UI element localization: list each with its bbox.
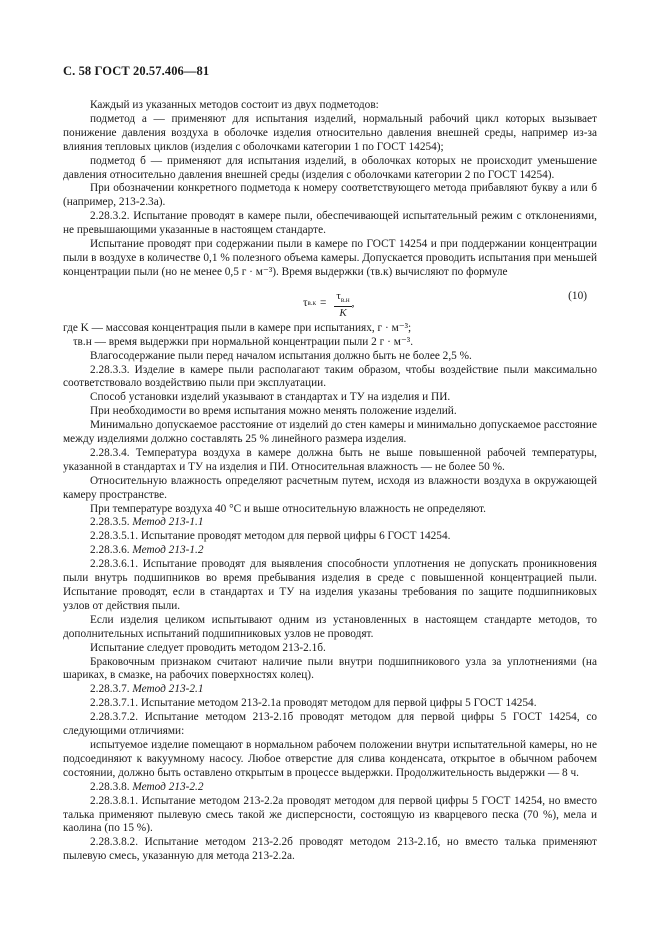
paragraph: Испытание следует проводить методом 213-2.1б. xyxy=(90,641,326,654)
method-title: Метод 213-2.2 xyxy=(132,780,204,793)
paragraph: Способ установки изделий указывают в стандартах и ТУ на изделия и ПИ. xyxy=(90,391,451,404)
document-body xyxy=(63,99,597,864)
paragraph: 2.28.3.5.1. Испытание проводят методом для первой цифры 6 ГОСТ 14254. xyxy=(90,530,451,543)
paragraph: Каждый из указанных методов состоит из двух подметодов: xyxy=(90,99,379,111)
method-title: Метод 213-1.1 xyxy=(132,516,204,529)
formula-eq-sign: = xyxy=(320,297,327,310)
paragraph: 2.28.3.8.2. Испытание методом 213-2.2б проводят методом 213-2.1б, но вместо талька применяют пылевую смесь, указанную для метода 213-2.2а. xyxy=(63,836,597,863)
paragraph: 2.28.3.2. Испытание проводят в камере пыли, обеспечивающей испытательный режим с отклонениями, не превышающими указанные в настоящем стандарте. xyxy=(63,210,597,237)
formula-lhs: τ xyxy=(303,297,308,310)
paragraph: 2.28.3.7. Метод 213-2.1 xyxy=(90,683,204,696)
formula-expression xyxy=(303,290,354,319)
paragraph: 2.28.3.8.1. Испытание методом 213-2.2а проводят методом для первой цифры 5 ГОСТ 14254, но вместо талька применяют пылевую смесь такой же дисперсности, состоящую из кварцевого песка (70 %), мела и каолина (по 15 %). xyxy=(63,794,597,835)
formula-tail: , xyxy=(351,297,355,310)
paragraph: 2.28.3.7.2. Испытание методом 213-2.1б проводят методом для первой цифры 5 ГОСТ 14254, со следующими отличиями: xyxy=(63,711,597,738)
formula-lhs-sub: в.к xyxy=(307,299,317,308)
paragraph: 2.28.3.6. Метод 213-1.2 xyxy=(90,544,204,557)
method-title: Метод 213-1.2 xyxy=(132,544,204,557)
paragraph: Влагосодержание пыли перед началом испытания должно быть не более 2,5 %. xyxy=(90,349,472,362)
paragraph: Относительную влажность определяют расчетным путем, исходя из влажности воздуха в окружающей камеру пространстве. xyxy=(63,474,597,501)
paragraph: 2.28.3.4. Температура воздуха в камере должна быть не выше повышенной рабочей температуры, указанной в стандартах и ТУ на изделия и ПИ. Относительная влажность — не более 50 %. xyxy=(63,446,597,473)
paragraph: Если изделия целиком испытывают одним из установленных в настоящем стандарте методов, то дополнительных испытаний подшипниковых узлов не проводят. xyxy=(63,613,597,640)
paragraph: подметод а — применяют для испытания изделий, нормальный рабочий цикл которых вызывает понижение давления воздуха в оболочке изделия относительно давления внешней среды, например из-за влияния тепловых циклов (изделия с оболочками категории 1 по ГОСТ 14254); xyxy=(63,112,597,153)
page-header: С. 58 ГОСТ 20.57.406—81 xyxy=(63,64,210,78)
paragraph: 2.28.3.8. Метод 213-2.2 xyxy=(90,780,204,793)
paragraph: При температуре воздуха 40 °С и выше относительную влажность не определяют. xyxy=(90,502,486,515)
paragraph: 2.28.3.6.1. Испытание проводят для выявления способности уплотнения не допускать проникновения пыли внутрь подшипников во время пребывания изделия в среде с повышенной концентрацией пыли. Испытание проводят, если в стандартах и ТУ на изделия указаны требования по защите подшипниковых узлов от действия пыли. xyxy=(63,558,597,612)
paragraph: 2.28.3.3. Изделие в камере пыли располагают таким образом, чтобы воздействие пыли максимально соответствовало воздействию пыли при эксплуатации. xyxy=(63,363,597,390)
paragraph: Испытание проводят при содержании пыли в камере по ГОСТ 14254 и при поддержании концентрации пыли в воздухе в количестве 0,1 % полезного объема камеры. Допускается проводить испытания при меньшей концентрации пыли (но не менее 0,5 г · м⁻³). Время выдержки (τв.к) вычисляют по формуле xyxy=(63,238,597,278)
formula-10 xyxy=(63,284,597,320)
formula-denominator: K xyxy=(339,306,347,319)
paragraph: При обозначении конкретного подметода к номеру соответствующего метода прибавляют букву а или б (например, 213-2.3а). xyxy=(63,182,597,209)
paragraph: 2.28.3.5. Метод 213-1.1 xyxy=(90,516,204,529)
paragraph: Минимально допускаемое расстояние от изделий до стен камеры и минимально допускаемое расстояние между изделиями должно составлять 25 % линейного размера изделия. xyxy=(63,419,597,446)
paragraph: подметод б — применяют для испытания изделий, в оболочках которых не происходит уменьшение давления относительно давления внешней среды (изделия с оболочками категории 2 по ГОСТ 14254). xyxy=(63,154,597,181)
paragraph: При необходимости во время испытания можно менять положение изделий. xyxy=(90,405,457,418)
paragraph: 2.28.3.7.1. Испытание методом 213-2.1а проводят методом для первой цифры 5 ГОСТ 14254. xyxy=(90,697,537,710)
definition-item: где K — массовая концентрация пыли в камере при испытаниях, г · м⁻³; xyxy=(63,321,412,334)
definition-item: τв.н — время выдержки при нормальной концентрации пыли 2 г · м⁻³. xyxy=(73,335,414,348)
method-title: Метод 213-2.1 xyxy=(132,683,204,696)
paragraph: Браковочным признаком считают наличие пыли внутри подшипникового узла за уплотнениями (на шариках, в смазке, на рабочих поверхностях колец). xyxy=(63,655,597,682)
paragraph-list xyxy=(63,350,597,865)
formula-numerator: $\tau_{в.н}$ xyxy=(334,290,351,307)
formula-fraction xyxy=(334,290,351,319)
formula-number: (10) xyxy=(568,289,587,302)
paragraph: испытуемое изделие помещают в нормальном рабочем положении внутри испытательной камеры, но не подсоединяют к вакуумному насосу. Любое отверстие для слива конденсата, открытое в обычном рабочем состоянии, должно быть оставлено открытым в процессе выдержки. Продолжительность выдержки — 8 ч. xyxy=(63,738,597,779)
